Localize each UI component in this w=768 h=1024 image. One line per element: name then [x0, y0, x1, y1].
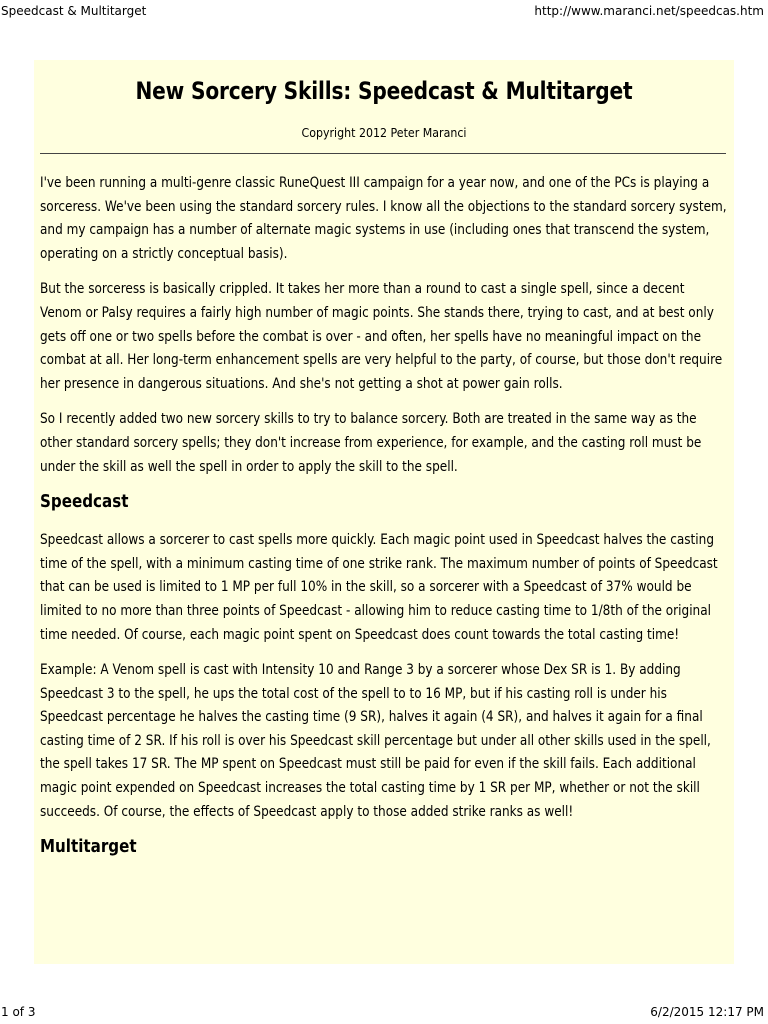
- page-title: New Sorcery Skills: Speedcast & Multitarget: [135, 77, 633, 105]
- speedcast-paragraph-2: Example: A Venom spell is cast with Intensity 10 and Range 3 by a sorcerer whose Dex SR is 1. By adding Speedcast 3 to the spell, he ups the total cost of the spell to to 16 MP, but if his casting roll is under his Speedcast percentage he halves the casting time (9 SR), halves it again (4 SR), and halves it again for a final casting time of 2 SR. If his roll is over his Speedcast skill percentage but under all other skills used in the spell, the spell takes 17 SR. The MP spent on Speedcast must still be paid for even if the skill fails. Each additional magic point expended on Speedcast increases the total casting time by 1 SR per MP, whether or not the skill succeeds. Of course, the effects of Speedcast apply to those added strike ranks as well!: [40, 662, 711, 820]
- speedcast-paragraph-1: Speedcast allows a sorcerer to cast spells more quickly. Each magic point used in Speedcast halves the casting time of the spell, with a minimum casting time of one strike rank. The maximum number of points of Speedcast that can be used is limited to 1 MP per full 10% in the skill, so a sorcerer with a Speedcast of 37% would be limited to no more than three points of Speedcast - allowing him to reduce casting time to 1/8th of the original time needed. Of course, each magic point spent on Speedcast does count towards the total casting time!: [40, 532, 718, 643]
- intro-paragraph-2: But the sorceress is basically crippled. It takes her more than a round to cast a single spell, since a decent Venom or Palsy requires a fairly high number of magic points. She stands there, trying to cast, and at best only gets off one or two spells before the combat is over - and often, her spells have no meaningful impact on the combat at all. Her long-term enhancement spells are very helpful to the party, of course, but those don't require her presence in dangerous situations. And she's not getting a shot at power gain rolls.: [40, 281, 723, 392]
- print-header-url[interactable]: http://www.maranci.net/speedcas.htm: [534, 4, 764, 18]
- print-footer-datetime: 6/2/2015 12:17 PM: [650, 1005, 764, 1019]
- intro-paragraph-1: I've been running a multi-genre classic RuneQuest III campaign for a year now, and one of the PCs is playing a sorceress. We've been using the standard sorcery rules. I know all the objections to the standard sorcery system, and my campaign has a number of alternate magic systems in use (including ones that transcend the system, operating on a strictly conceptual basis).: [40, 175, 727, 262]
- intro-paragraph-3: So I recently added two new sorcery skills to try to balance sorcery. Both are treated in the same way as the other standard sorcery spells; they don't increase from experience, for example, and the casting roll must be under the skill as well the spell in order to apply the skill to the spell.: [40, 411, 702, 475]
- section-heading-speedcast: Speedcast: [40, 491, 129, 513]
- print-footer-page: 1 of 3: [1, 1005, 36, 1019]
- article-body: [34, 154, 734, 858]
- section-heading-multitarget: Multitarget: [40, 836, 137, 858]
- copyright-line: Copyright 2012 Peter Maranci: [301, 126, 467, 140]
- print-header-title: Speedcast & Multitarget: [1, 4, 147, 18]
- document-page: [34, 60, 734, 964]
